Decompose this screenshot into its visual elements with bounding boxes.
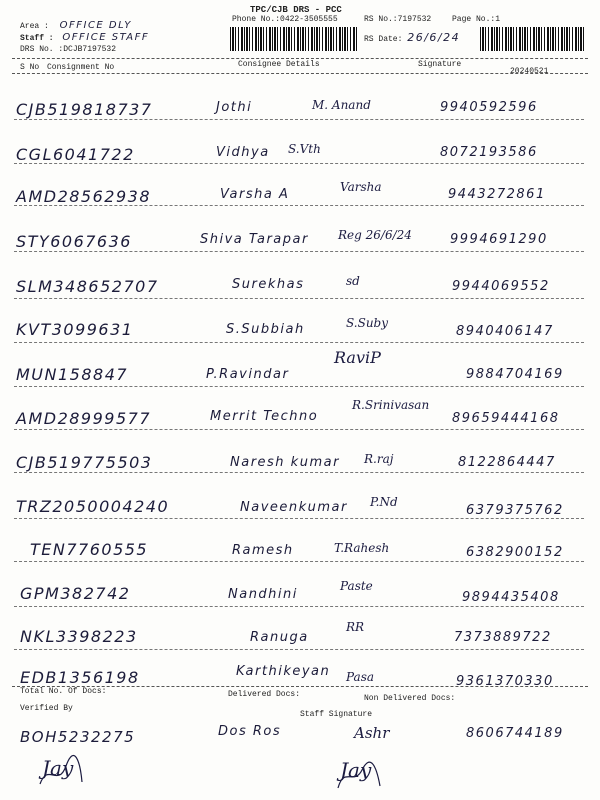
- staff-signature-label: Staff Signature: [300, 710, 373, 719]
- col-consignment: Consignment No: [47, 63, 115, 72]
- phone-label: Phone No.:: [232, 15, 281, 24]
- receiver-signature: R.Srinivasan: [352, 398, 430, 412]
- consignee-name: Karthikeyan: [236, 664, 331, 679]
- receiver-signature: S.Vth: [288, 142, 321, 156]
- row-divider: [14, 472, 584, 473]
- row-divider: [14, 429, 584, 430]
- receiver-signature: Varsha: [340, 180, 382, 194]
- rs-no-label: RS No.:: [364, 15, 398, 24]
- row-divider: [14, 298, 584, 299]
- consignee-name: Ramesh: [232, 543, 294, 558]
- phone-number: 9994691290: [450, 232, 548, 247]
- delivered-docs-label: Delivered Docs:: [228, 690, 301, 699]
- consignment-number: STY6067636: [16, 232, 132, 251]
- receiver-signature: Reg 26/6/24: [338, 228, 412, 242]
- rs-no-value: 7197532: [397, 15, 432, 24]
- phone-number: 9884704169: [466, 367, 564, 382]
- consignee-name: Nandhini: [228, 587, 298, 602]
- consignee-name: Vidhya: [216, 145, 270, 160]
- consignee-name: P.Ravindar: [206, 367, 290, 382]
- consignment-number: KVT3099631: [16, 320, 134, 339]
- rs-date-row: [364, 31, 460, 44]
- total-docs-label: Total No. Of Docs:: [20, 687, 107, 696]
- phone-number: 9361370330: [456, 674, 554, 689]
- col-sno: S No: [20, 63, 40, 72]
- page-no-row: [452, 15, 500, 24]
- verifier-signature-second: Jay: [340, 758, 372, 782]
- non-delivered-docs-label: Non Delivered Docs:: [364, 694, 456, 703]
- phone-value: 0422-3505555: [280, 15, 338, 24]
- staff-row: [20, 32, 149, 43]
- row-divider: [14, 606, 584, 607]
- row-divider: [14, 251, 584, 252]
- drs-row: [20, 45, 116, 54]
- row-divider: [14, 518, 584, 519]
- consignment-number: EDB1356198: [20, 668, 140, 687]
- drs-barcode-right: [480, 27, 584, 51]
- page-no-label: Page No.:: [452, 15, 496, 24]
- consignee-name: Merrit Techno: [210, 409, 319, 424]
- consignment-number: NKL3398223: [20, 627, 138, 646]
- row-divider: [14, 649, 584, 650]
- phone-number: 6382900152: [466, 545, 564, 560]
- row-divider: [14, 119, 584, 120]
- receiver-signature: Paste: [340, 579, 373, 593]
- row-divider: [14, 561, 584, 562]
- phone-number: 9940592596: [440, 100, 538, 115]
- receiver-signature: M. Anand: [312, 98, 371, 112]
- drs-barcode-left: [230, 27, 358, 51]
- row-divider: [14, 342, 584, 343]
- page-title: TPC/CJB DRS - PCC: [250, 5, 342, 15]
- receiver-signature: sd: [346, 274, 360, 288]
- consignment-number: CJB519775503: [16, 453, 153, 472]
- consignment-number: AMD28562938: [16, 187, 152, 206]
- consignment-number: CJB519818737: [16, 100, 153, 119]
- receiver-signature: RR: [346, 620, 365, 634]
- staff-phone: 8606744189: [466, 726, 564, 741]
- consignment-number: SLM348652707: [16, 277, 159, 296]
- receiver-signature: S.Suby: [346, 316, 389, 330]
- area-value: OFFICE DLY: [59, 20, 132, 31]
- phone-number: 8940406147: [456, 324, 554, 339]
- area-row: [20, 20, 132, 31]
- consignee-name: Varsha A: [220, 187, 290, 202]
- staff-scribble-icon: [334, 756, 384, 796]
- receiver-signature: R.raj: [364, 452, 394, 466]
- receiver-signature: T.Rahesh: [334, 541, 390, 555]
- verifier-signature: Jay: [42, 756, 74, 780]
- verifier-scribble-icon: [36, 754, 86, 794]
- page-no-value: 1: [495, 15, 501, 24]
- rs-date-value: 26/6/24: [407, 31, 461, 44]
- drs-label: DRS No. :: [20, 45, 64, 54]
- staff-sign: Ashr: [354, 724, 390, 742]
- row-divider: [14, 205, 584, 206]
- consignment-number: MUN158847: [16, 365, 129, 384]
- receiver-signature: Pasa: [346, 670, 375, 684]
- col-consignee: Consignee Details: [238, 60, 320, 69]
- drs-value: DCJB7197532: [63, 45, 117, 54]
- phone-number: 9944069552: [452, 279, 550, 294]
- consignee-name: Naresh kumar: [230, 455, 340, 470]
- rs-date-label: RS Date:: [364, 35, 403, 44]
- phone-row: [232, 15, 338, 24]
- phone-number: 6379375762: [466, 503, 564, 518]
- phone-number: 9443272861: [448, 187, 546, 202]
- phone-number: 8072193586: [440, 145, 538, 160]
- consignment-number: CGL6041722: [16, 145, 135, 164]
- area-label: Area :: [20, 22, 49, 31]
- staff-label: Staff :: [20, 34, 54, 43]
- col-signature: Signature: [418, 60, 462, 69]
- consignment-number: AMD28999577: [16, 409, 152, 428]
- consignment-number: TRZ2050004240: [16, 497, 170, 516]
- col-date-code: 20240521: [510, 67, 549, 76]
- staff-code: BOH5232275: [20, 728, 136, 746]
- column-divider: [12, 73, 588, 74]
- staff-name: Dos Ros: [218, 724, 282, 739]
- receiver-signature: RaviP: [334, 348, 381, 367]
- consignment-number: TEN7760555: [30, 540, 149, 559]
- staff-value: OFFICE STAFF: [62, 32, 150, 43]
- consignee-name: Ranuga: [250, 630, 309, 645]
- phone-number: 7373889722: [454, 630, 552, 645]
- phone-number: 89659444168: [452, 411, 560, 426]
- header-divider: [12, 58, 588, 59]
- rs-no-row: [364, 15, 431, 24]
- row-divider: [14, 163, 584, 164]
- consignee-name: Jothi: [216, 100, 253, 115]
- receiver-signature: P.Nd: [370, 495, 398, 509]
- phone-number: 9894435408: [462, 590, 560, 605]
- consignee-name: Naveenkumar: [240, 500, 348, 515]
- phone-number: 8122864447: [458, 455, 556, 470]
- row-divider: [14, 386, 584, 387]
- consignee-name: S.Subbiah: [226, 322, 305, 337]
- verified-by-label: Verified By: [20, 704, 73, 713]
- consignee-name: Shiva Tarapar: [200, 232, 309, 247]
- consignment-number: GPM382742: [20, 584, 131, 603]
- consignee-name: Surekhas: [232, 277, 305, 292]
